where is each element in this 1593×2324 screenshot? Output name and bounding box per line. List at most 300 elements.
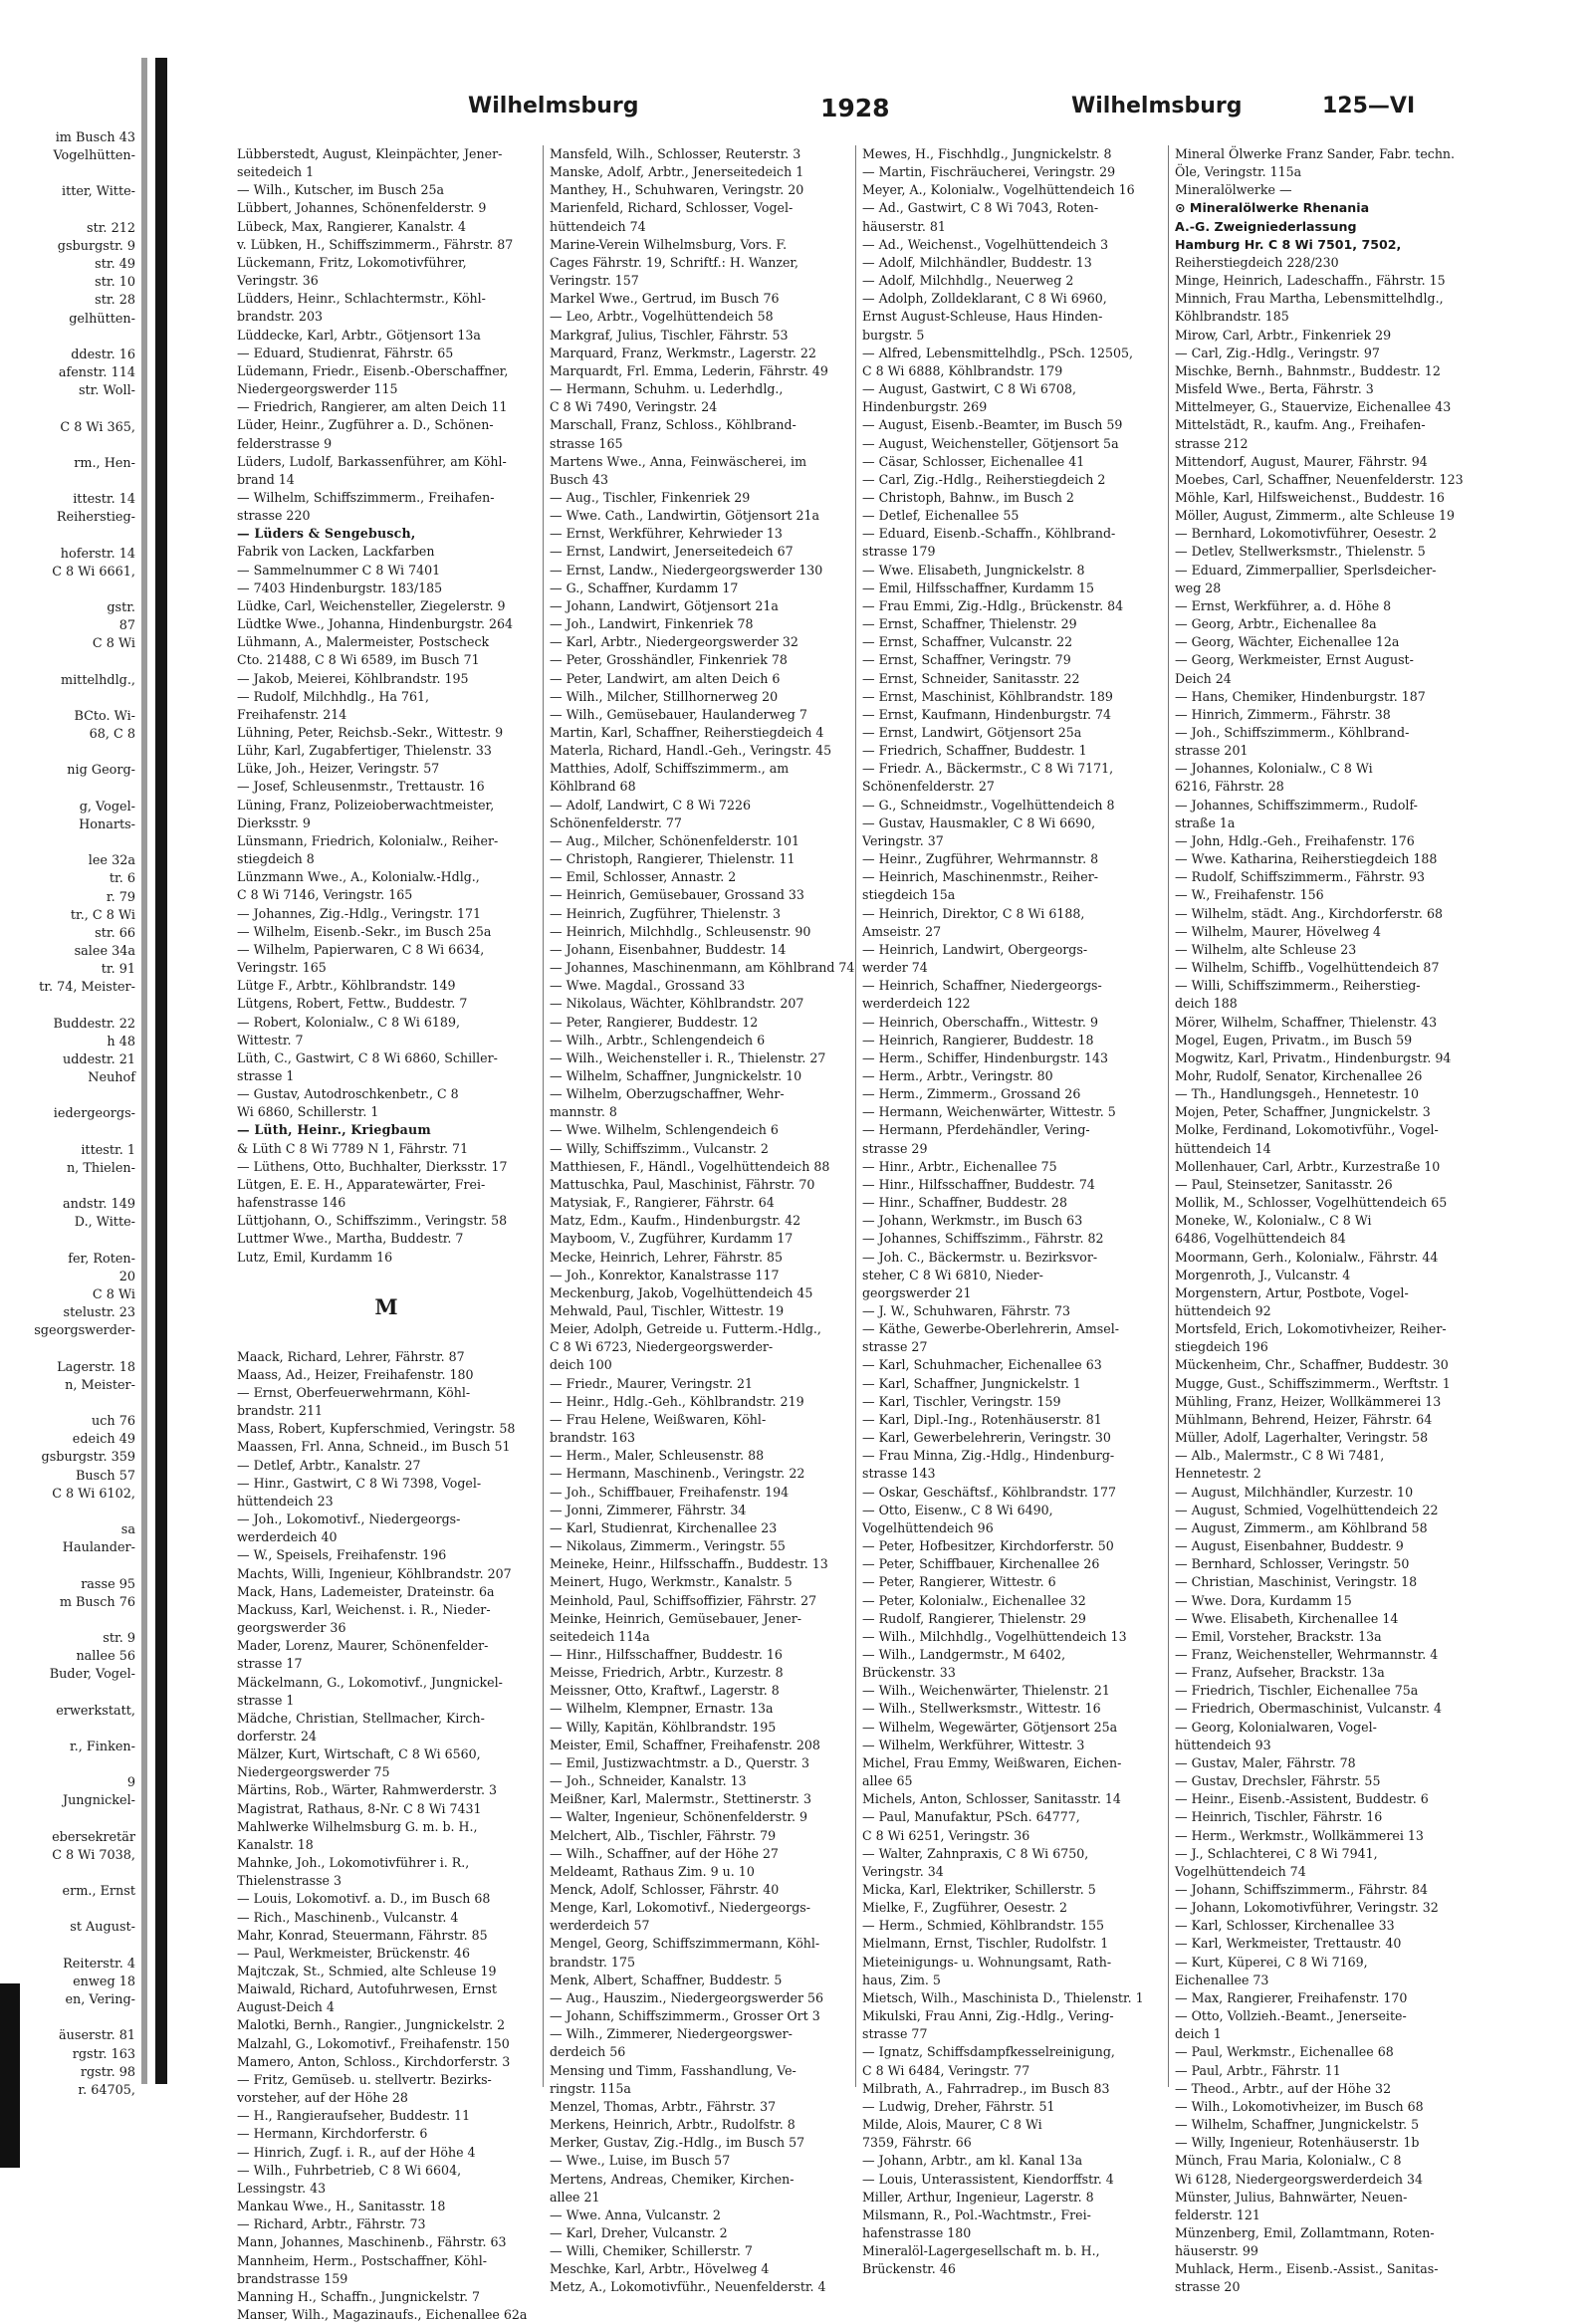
facing-page-line <box>0 1124 135 1142</box>
facing-page-line: str. 212 <box>87 220 135 236</box>
directory-entry: — Ernst, Schaffner, Thielenstr. 29 <box>862 616 1077 632</box>
directory-entry: Mollenhauer, Carl, Arbtr., Kurzestraße 10 <box>1175 1158 1441 1174</box>
directory-entry: — Wilhelm, Papierwaren, C 8 Wi 6634, <box>237 941 485 957</box>
facing-page-line <box>0 437 135 455</box>
directory-entry: Luttmer Wwe., Martha, Buddestr. 7 <box>237 1231 464 1247</box>
directory-entry: — Otto, Eisenw., C 8 Wi 6490, <box>862 1502 1053 1517</box>
facing-page-line: Reiterstr. 4 <box>63 1956 135 1972</box>
directory-entry: Milbrath, A., Fahrradrep., im Busch 83 <box>862 2080 1110 2096</box>
directory-entry: — Detlev, Stellwerksmstr., Thielenstr. 5 <box>1175 544 1426 560</box>
directory-entry: Lühr, Karl, Zugabfertiger, Thielenstr. 33 <box>237 743 492 759</box>
directory-entry: Lüning, Franz, Polizeioberwachtmeister, <box>237 797 495 813</box>
directory-entry: — H., Rangieraufseher, Buddestr. 11 <box>237 2108 471 2124</box>
directory-entry: — Walter, Zahnpraxis, C 8 Wi 6750, <box>862 1845 1089 1861</box>
directory-entry: — Christian, Maschinist, Veringstr. 18 <box>1175 1574 1418 1590</box>
directory-entry: C 8 Wi 6888, Köhlbrandstr. 179 <box>862 362 1063 378</box>
directory-entry: Müller, Adolf, Lagerhalter, Veringstr. 58 <box>1175 1430 1429 1446</box>
facing-page-line: C 8 Wi 6102, <box>52 1486 135 1502</box>
directory-entry: — Joh., Landwirt, Finkenriek 78 <box>550 616 754 632</box>
directory-entry: A.-G. Zweigniederlassung <box>1175 218 1357 234</box>
directory-entry: — Ernst, Maschinist, Köhlbrandstr. 189 <box>862 688 1113 704</box>
directory-entry: — Wilhelm, Maurer, Hövelweg 4 <box>1175 923 1382 939</box>
directory-entry: — Karl, Dipl.-Ing., Rotenhäuserstr. 81 <box>862 1411 1102 1427</box>
directory-entry: — Ignatz, Schiffsdampfkesselreinigung, <box>862 2044 1115 2060</box>
directory-entry: Mineralölwerke — <box>1175 182 1292 198</box>
facing-page-line <box>0 2009 135 2027</box>
directory-entry: Markel Wwe., Gertrud, im Busch 76 <box>550 291 780 307</box>
directory-entry: werderdeich 57 <box>550 1918 650 1934</box>
directory-entry: Marschall, Franz, Schloss., Köhlbrand- <box>550 417 796 433</box>
facing-page-line: 20 <box>118 1269 135 1284</box>
directory-entry: Niedergeorgswerder 75 <box>237 1764 390 1780</box>
directory-entry: — Robert, Kolonialw., C 8 Wi 6189, <box>237 1014 460 1030</box>
directory-entry: Lütgens, Robert, Fettw., Buddestr. 7 <box>237 996 468 1012</box>
facing-page-line: uddestr. 21 <box>62 1051 135 1067</box>
directory-entry: Mogel, Eugen, Privatm., im Busch 59 <box>1175 1032 1413 1047</box>
directory-entry: deich 100 <box>550 1357 612 1373</box>
directory-entry: — Ernst, Landw., Niedergeorgswerder 130 <box>550 562 823 578</box>
facing-page-line: ddestr. 16 <box>71 347 135 362</box>
directory-entry: Mahnke, Joh., Lokomotivführer i. R., <box>237 1855 470 1871</box>
directory-entry: — Richard, Arbtr., Fährstr. 73 <box>237 2216 426 2232</box>
directory-entry: — Friedrich, Schaffner, Buddestr. 1 <box>862 743 1087 759</box>
header-page-number: 125—VI <box>1322 94 1416 118</box>
directory-entry: — Adolph, Zolldeklarant, C 8 Wi 6960, <box>862 291 1107 307</box>
facing-page-line <box>0 998 135 1016</box>
directory-entry: — Christoph, Bahnw., im Busch 2 <box>862 489 1074 505</box>
directory-entry: Mayboom, V., Zugführer, Kurdamm 17 <box>550 1231 794 1247</box>
directory-entry: Mansfeld, Wilh., Schlosser, Reuterstr. 3 <box>550 146 801 161</box>
facing-page-line: 9 <box>126 1775 135 1791</box>
facing-page-line <box>0 1178 135 1196</box>
directory-entry: — Hinr., Hilfsschaffner, Buddestr. 74 <box>862 1176 1095 1192</box>
directory-entry: — Wwe. Elisabeth, Kirchenallee 14 <box>1175 1610 1399 1626</box>
directory-entry: — Wilhelm, Oberzugschaffner, Wehr- <box>550 1086 785 1102</box>
directory-entry: — Sammelnummer C 8 Wi 7401 <box>237 562 441 578</box>
directory-entry: — Ernst, Schneider, Sanitasstr. 22 <box>862 670 1080 686</box>
directory-entry: hüttendeich 93 <box>1175 1737 1271 1752</box>
directory-entry: ⊙ Mineralölwerke Rhenania <box>1175 200 1370 216</box>
directory-entry: dorferstr. 24 <box>237 1728 317 1743</box>
directory-entry: Meinert, Hugo, Werkmstr., Kanalstr. 5 <box>550 1574 793 1590</box>
directory-entry: georgswerder 21 <box>862 1284 972 1300</box>
directory-entry: — Alfred, Lebensmittelhdlg., PSch. 12505, <box>862 345 1134 360</box>
facing-page-line: C 8 Wi 365, <box>60 419 135 435</box>
directory-entry: — Wwe. Anna, Vulcanstr. 2 <box>550 2207 721 2222</box>
directory-entry: Lückemann, Fritz, Lokomotivführer, <box>237 254 467 270</box>
directory-entry: Mann, Johannes, Maschinenb., Fährstr. 63 <box>237 2234 507 2250</box>
directory-entry: Lüttjohann, O., Schiffszimm., Veringstr. 58 <box>237 1213 508 1229</box>
facing-page-line <box>0 1901 135 1919</box>
directory-entry: Maiwald, Richard, Autofuhrwesen, Ernst <box>237 1981 497 1997</box>
directory-entry: Mittelmeyer, G., Stauervize, Eichenallee 43 <box>1175 399 1452 415</box>
directory-entry: Menge, Karl, Lokomotivf., Niedergeorgs- <box>550 1900 810 1916</box>
facing-page-line: C 8 Wi 7038, <box>52 1847 135 1863</box>
facing-page-line <box>0 581 135 599</box>
directory-entry: Schönenfelderstr. 77 <box>550 814 682 830</box>
directory-entry: — Herm., Maler, Schleusenstr. 88 <box>550 1448 765 1464</box>
section-letter: M <box>374 1293 398 1319</box>
directory-entry: — Johann, Eisenbahner, Buddestr. 14 <box>550 941 787 957</box>
directory-entry: strasse 29 <box>862 1140 928 1156</box>
directory-entry: Vogelhüttendeich 96 <box>862 1519 994 1535</box>
directory-entry: — Willi, Chemiker, Schillerstr. 7 <box>550 2243 753 2259</box>
directory-entry: Lütge F., Arbtr., Köhlbrandstr. 149 <box>237 978 456 994</box>
facing-page-line <box>0 1340 135 1358</box>
directory-entry: Lübberstedt, August, Kleinpächter, Jener- <box>237 146 503 161</box>
directory-entry: Brückenstr. 33 <box>862 1665 956 1681</box>
facing-page-line: tr. 6 <box>109 871 135 887</box>
directory-entry: Milsmann, R., Pol.-Wachtmstr., Frei- <box>862 2207 1091 2222</box>
directory-entry: — Willy, Kapitän, Köhlbrandstr. 195 <box>550 1719 777 1735</box>
directory-entry: — 7403 Hindenburgstr. 183/185 <box>237 580 443 595</box>
directory-entry: Meister, Emil, Schaffner, Freihafenstr. 208 <box>550 1737 820 1752</box>
directory-entry: Mortsfeld, Erich, Lokomotivheizer, Reiher- <box>1175 1321 1447 1337</box>
directory-entry: — Heinrich, Direktor, C 8 Wi 6188, <box>862 905 1085 921</box>
facing-page-line: erm., Ernst <box>62 1884 135 1900</box>
directory-entry: — Friedr. A., Bäckermstr., C 8 Wi 7171, <box>862 761 1114 777</box>
directory-entry: — Heinrich, Schaffner, Niedergeorgs- <box>862 978 1102 994</box>
directory-entry: — Peter, Schiffbauer, Kirchenallee 26 <box>862 1556 1100 1572</box>
directory-entry: Mörer, Wilhelm, Schaffner, Thielenstr. 43 <box>1175 1014 1438 1030</box>
directory-entry: — Hinr., Arbtr., Eichenallee 75 <box>862 1158 1057 1174</box>
facing-page-line: gstr. <box>107 600 135 616</box>
directory-entry: Mieteinigungs- u. Wohnungsamt, Rath- <box>862 1954 1112 1970</box>
directory-entry: — Paul, Steinsetzer, Sanitasstr. 26 <box>1175 1176 1393 1192</box>
directory-entry: Amseistr. 27 <box>862 923 942 939</box>
facing-page-line: Reiherstieg- <box>56 510 135 526</box>
directory-entry: Mackuss, Karl, Weichenst. i. R., Nieder- <box>237 1601 491 1617</box>
directory-entry: Wittestr. 7 <box>237 1032 304 1047</box>
directory-entry: — Wilh., Arbtr., Schlengendeich 6 <box>550 1032 766 1047</box>
directory-entry: — Christoph, Rangierer, Thielenstr. 11 <box>550 851 796 867</box>
directory-entry: — Ernst, Oberfeuerwehrmann, Köhl- <box>237 1385 471 1400</box>
directory-entry: — Wilhelm, Werkführer, Wittestr. 3 <box>862 1737 1085 1752</box>
directory-entry: Mattuschka, Paul, Maschinist, Fährstr. 70 <box>550 1176 815 1192</box>
directory-entry: — Peter, Grosshändler, Finkenriek 78 <box>550 652 788 668</box>
directory-entry: — Wilh., Milchhdlg., Vogelhüttendeich 13 <box>862 1628 1127 1644</box>
directory-entry: Vogelhüttendeich 74 <box>1175 1863 1306 1879</box>
directory-entry: — Friedrich, Tischler, Eichenallee 75a <box>1175 1683 1419 1699</box>
directory-entry: ringstr. 115a <box>550 2080 631 2096</box>
facing-page-line: g, Vogel- <box>79 799 135 814</box>
directory-entry: — Aug., Hauszim., Niedergeorgswerder 56 <box>550 1989 824 2005</box>
facing-page-line: stelustr. 23 <box>63 1305 135 1321</box>
facing-page-line <box>0 1395 135 1413</box>
directory-entry: — Wilh., Gemüsebauer, Haulanderweg 7 <box>550 706 807 722</box>
directory-entry: Mielmann, Ernst, Tischler, Rudolfstr. 1 <box>862 1936 1109 1952</box>
facing-page-line: itter, Witte- <box>61 184 135 200</box>
facing-page-line: Buddestr. 22 <box>53 1016 135 1032</box>
directory-entry: Mannheim, Herm., Postschaffner, Köhl- <box>237 2252 487 2268</box>
directory-entry: häuserstr. 81 <box>862 218 946 234</box>
directory-entry: — Georg, Werkmeister, Ernst August- <box>1175 652 1414 668</box>
directory-entry: Manning H., Schaffn., Jungnickelstr. 7 <box>237 2288 481 2304</box>
facing-page-line: en, Vering- <box>65 1992 135 2008</box>
directory-entry: häuserstr. 99 <box>1175 2243 1258 2259</box>
directory-entry: Lühning, Peter, Reichsb.-Sekr., Wittestr. 9 <box>237 725 504 740</box>
directory-entry: — Heinrich, Landwirt, Obergeorgs- <box>862 941 1088 957</box>
directory-entry: strasse 201 <box>1175 743 1249 759</box>
directory-entry: Mineralöl-Lagergesellschaft m. b. H., <box>862 2243 1100 2259</box>
directory-entry: — Adolf, Milchhändler, Buddestr. 13 <box>862 254 1092 270</box>
directory-entry: — Georg, Wächter, Eichenallee 12a <box>1175 634 1400 650</box>
directory-entry: strasse 179 <box>862 544 936 560</box>
directory-entry: — Ad., Gastwirt, C 8 Wi 7043, Roten- <box>862 200 1099 216</box>
directory-entry: Malotki, Bernh., Rangier., Jungnickelstr. 2 <box>237 2017 506 2033</box>
directory-entry: — Bernhard, Schlosser, Veringstr. 50 <box>1175 1556 1410 1572</box>
directory-entry: Veringstr. 34 <box>862 1863 944 1879</box>
directory-entry: — Willy, Ingenieur, Rotenhäuserstr. 1b <box>1175 2135 1420 2151</box>
directory-entry: — Wilhelm, Schiffszimmerm., Freihafen- <box>237 489 495 505</box>
directory-entry: — Heinrich, Zugführer, Thielenstr. 3 <box>550 905 782 921</box>
directory-entry: — Wilhelm, Schaffner, Jungnickelstr. 10 <box>550 1067 802 1083</box>
facing-page-line: Vogelhütten- <box>53 148 135 164</box>
directory-entry: Menk, Albert, Schaffner, Buddestr. 5 <box>550 1972 783 1987</box>
directory-entry: — Carl, Zig.-Hdlg., Veringstr. 97 <box>1175 345 1380 360</box>
directory-entry: & Lüth C 8 Wi 7789 N 1, Fährstr. 71 <box>237 1140 469 1156</box>
directory-entry: — Adolf, Milchhdlg., Neuerweg 2 <box>862 273 1074 289</box>
directory-entry: Mensing und Timm, Fasshandlung, Ve- <box>550 2062 796 2078</box>
directory-entry: — Heinr., Hdlg.-Geh., Köhlbrandstr. 219 <box>550 1393 804 1409</box>
directory-entry: — Ernst, Kaufmann, Hindenburgstr. 74 <box>862 706 1112 722</box>
directory-entry: Meier, Adolph, Getreide u. Futterm.-Hdlg., <box>550 1321 821 1337</box>
facing-page-line <box>0 473 135 491</box>
facing-page-line: sa <box>120 1522 135 1538</box>
directory-entry: Möhle, Karl, Hilfsweichenst., Buddestr. 16 <box>1175 489 1445 505</box>
directory-entry: — August, Schmied, Vogelhüttendeich 22 <box>1175 1502 1439 1517</box>
directory-entry: seitedeich 1 <box>237 164 315 180</box>
directory-entry: — Hinr., Hilfsschaffner, Buddestr. 16 <box>550 1646 783 1662</box>
directory-entry: August-Deich 4 <box>237 1999 335 2015</box>
directory-entry: — Friedrich, Obermaschinist, Vulcanstr. 4 <box>1175 1701 1443 1717</box>
directory-entry: — Rudolf, Schiffszimmerm., Fährstr. 93 <box>1175 869 1425 885</box>
directory-entry: Mamero, Anton, Schloss., Kirchdorferstr. 3 <box>237 2053 511 2069</box>
facing-page-line: iedergeorgs- <box>53 1106 135 1122</box>
directory-entry: — Karl, Dreher, Vulcanstr. 2 <box>550 2224 728 2240</box>
directory-entry: — Wwe. Dora, Kurdamm 15 <box>1175 1592 1352 1608</box>
directory-entry: — Ludwig, Dreher, Fährstr. 51 <box>862 2098 1055 2114</box>
directory-entry: — Wilhelm, städt. Ang., Kirchdorferstr. 68 <box>1175 905 1443 921</box>
directory-entry: — Peter, Rangierer, Buddestr. 12 <box>550 1014 759 1030</box>
directory-entry: — Lüthens, Otto, Buchhalter, Dierksstr. 17 <box>237 1158 508 1174</box>
directory-entry: — Wwe. Magdal., Grossand 33 <box>550 978 746 994</box>
facing-page-line <box>0 1721 135 1739</box>
directory-entry: Lübbert, Johannes, Schönenfelderstr. 9 <box>237 200 487 216</box>
directory-entry: Manser, Wilh., Magazinaufs., Eichenallee 62a <box>237 2306 528 2322</box>
directory-entry: — Wilhelm, Schaffner, Jungnickelstr. 5 <box>1175 2117 1420 2133</box>
facing-page-line <box>0 1504 135 1521</box>
directory-entry: Meckenburg, Jakob, Vogelhüttendeich 45 <box>550 1284 813 1300</box>
facing-page-line: nallee 56 <box>76 1649 135 1665</box>
facing-page-line <box>0 1811 135 1829</box>
directory-entry: Muhlack, Herm., Eisenb.-Assist., Sanitas- <box>1175 2261 1439 2277</box>
header-title-right: Wilhelmsburg <box>1071 94 1243 118</box>
directory-entry: — Eduard, Zimmerpallier, Sperlsdeicher- <box>1175 562 1437 578</box>
directory-entry: — Hinr., Gastwirt, C 8 Wi 7398, Vogel- <box>237 1475 482 1491</box>
directory-entry: werderdeich 122 <box>862 996 971 1012</box>
directory-entry: — Heinrich, Oberschaffn., Wittestr. 9 <box>862 1014 1098 1030</box>
directory-entry: v. Lübken, H., Schiffszimmerm., Fährstr. 87 <box>237 236 514 252</box>
facing-page-line: Haulander- <box>62 1540 135 1556</box>
facing-page-line <box>0 1557 135 1575</box>
directory-entry: — Nikolaus, Wächter, Köhlbrandstr. 207 <box>550 996 804 1012</box>
directory-entry: allee 65 <box>862 1773 913 1789</box>
facing-page-line: gsburgstr. 359 <box>41 1450 135 1466</box>
directory-entry: — Nikolaus, Zimmerm., Veringstr. 55 <box>550 1538 786 1554</box>
facing-page-line: str. Woll- <box>78 383 135 399</box>
directory-entry: — Karl, Studienrat, Kirchenallee 23 <box>550 1519 778 1535</box>
directory-entry: Hamburg Hr. C 8 Wi 7501, 7502, <box>1175 236 1402 252</box>
directory-entry: C 8 Wi 6484, Veringstr. 77 <box>862 2062 1030 2078</box>
facing-page-line: enweg 18 <box>73 1974 135 1989</box>
directory-entry: Mückenheim, Chr., Schaffner, Buddestr. 30 <box>1175 1357 1449 1373</box>
directory-entry: Eichenallee 73 <box>1175 1972 1269 1987</box>
directory-entry: deich 1 <box>1175 2026 1222 2042</box>
directory-entry: — Martin, Fischräucherei, Veringstr. 29 <box>862 164 1116 180</box>
facing-page-line: ebersekretär <box>52 1829 135 1845</box>
directory-entry: Freihafenstr. 214 <box>237 706 347 722</box>
facing-page-line: str. 66 <box>95 925 135 941</box>
directory-entry: Lühmann, A., Malermeister, Postscheck <box>237 634 490 650</box>
directory-entry: — Heinr., Zugführer, Wehrmannstr. 8 <box>862 851 1099 867</box>
directory-page <box>237 62 1487 2322</box>
directory-entry: — Joh., Lokomotivf., Niedergeorgs- <box>237 1511 461 1527</box>
directory-entry: Manthey, H., Schuhwaren, Veringstr. 20 <box>550 182 804 198</box>
directory-entry: stiegdeich 15a <box>862 887 956 903</box>
directory-entry: — Wilh., Landgermstr., M 6402, <box>862 1646 1066 1662</box>
directory-entry: — Peter, Landwirt, am alten Deich 6 <box>550 670 781 686</box>
directory-entry: Metz, A., Lokomotivführ., Neuenfelderstr. 4 <box>550 2279 826 2295</box>
directory-entry: Deich 24 <box>1175 670 1232 686</box>
directory-entry: — Hermann, Kirchdorferstr. 6 <box>237 2126 428 2142</box>
directory-entry: georgswerder 36 <box>237 1620 346 1636</box>
directory-entry: brandstr. 175 <box>550 1954 635 1970</box>
facing-page-line: rgstr. 163 <box>72 2046 135 2062</box>
directory-entry: — Friedrich, Rangierer, am alten Deich 11 <box>237 399 508 415</box>
directory-entry: Busch 43 <box>550 471 609 487</box>
directory-entry: Lüders, Ludolf, Barkassenführer, am Köhl- <box>237 453 507 469</box>
directory-entry: — Johannes, Schiffszimm., Fährstr. 82 <box>862 1231 1104 1247</box>
facing-page-line: Buder, Vogel- <box>49 1667 135 1683</box>
directory-entry: — Heinr., Eisenb.-Assistent, Buddestr. 6 <box>1175 1791 1429 1807</box>
directory-entry: — Hermann, Weichenwärter, Wittestr. 5 <box>862 1104 1116 1120</box>
directory-entry: — Fritz, Gemüseb. u. stellvertr. Bezirks- <box>237 2071 492 2087</box>
directory-entry: Meldeamt, Rathaus Zim. 9 u. 10 <box>550 1863 755 1879</box>
directory-entry: — Ernst, Landwirt, Jenerseitedeich 67 <box>550 544 794 560</box>
directory-entry: — Otto, Vollzieh.-Beamt., Jenerseite- <box>1175 2008 1407 2024</box>
directory-entry: — August, Eisenb.-Beamter, im Busch 59 <box>862 417 1123 433</box>
directory-entry: Münster, Julius, Bahnwärter, Neuen- <box>1175 2189 1408 2205</box>
facing-page-line: edeich 49 <box>72 1432 135 1448</box>
directory-entry: Niedergeorgswerder 115 <box>237 381 398 397</box>
directory-entry: — Wilh., Weichenwärter, Thielenstr. 21 <box>862 1683 1110 1699</box>
directory-entry: strasse 165 <box>550 435 623 451</box>
directory-entry: — Heinrich, Milchhdlg., Schleusenstr. 90 <box>550 923 811 939</box>
directory-entry: Mittendorf, August, Maurer, Fährstr. 94 <box>1175 453 1428 469</box>
directory-entry: — Ernst, Werkführer, a. d. Höhe 8 <box>1175 597 1392 613</box>
directory-entry: Minge, Heinrich, Ladeschaffn., Fährstr. 15 <box>1175 273 1446 289</box>
directory-entry: hüttendeich 14 <box>1175 1140 1271 1156</box>
directory-entry: — Karl, Gewerbelehrerin, Veringstr. 30 <box>862 1430 1111 1446</box>
directory-entry: Menck, Adolf, Schlosser, Fährstr. 40 <box>550 1882 780 1897</box>
facing-page-line: r. 79 <box>106 889 135 905</box>
facing-page-line <box>0 1612 135 1630</box>
directory-entry: hafenstrasse 180 <box>862 2224 972 2240</box>
directory-entry: Mirow, Carl, Arbtr., Finkenriek 29 <box>1175 327 1392 343</box>
directory-entry: hafenstrasse 146 <box>237 1195 346 1211</box>
directory-entry: Mohr, Rudolf, Senator, Kirchenallee 26 <box>1175 1067 1423 1083</box>
header-year: 1928 <box>820 94 890 122</box>
directory-entry: Wi 6128, Niedergeorgswerderdeich 34 <box>1175 2171 1424 2187</box>
directory-entry: strasse 143 <box>862 1466 936 1482</box>
directory-entry: Machts, Willi, Ingenieur, Köhlbrandstr. 207 <box>237 1565 512 1581</box>
directory-entry: Mädche, Christian, Stellmacher, Kirch- <box>237 1710 485 1726</box>
facing-page-line <box>0 781 135 799</box>
directory-entry: Meissner, Otto, Kraftwf., Lagerstr. 8 <box>550 1683 780 1699</box>
directory-entry: Öle, Veringstr. 115a <box>1175 164 1302 180</box>
facing-page-line: lee 32a <box>88 853 135 869</box>
directory-entry: 6486, Vogelhüttendeich 84 <box>1175 1231 1346 1247</box>
directory-entry: — Eduard, Studienrat, Fährstr. 65 <box>237 345 454 360</box>
directory-entry: Lüdtke Wwe., Johanna, Hindenburgstr. 264 <box>237 616 514 632</box>
directory-entry: — Alb., Malermstr., C 8 Wi 7481, <box>1175 1448 1385 1464</box>
facing-page-line: 68, C 8 <box>89 727 135 743</box>
directory-entry: — Paul, Werkmstr., Eichenallee 68 <box>1175 2044 1394 2060</box>
directory-entry: Milde, Alois, Maurer, C 8 Wi <box>862 2117 1042 2133</box>
facing-page-line: st August- <box>70 1920 135 1936</box>
facing-page-line <box>0 690 135 708</box>
directory-entry: — Herm., Schmied, Köhlbrandstr. 155 <box>862 1918 1105 1934</box>
directory-entry: felderstrasse 9 <box>237 435 333 451</box>
directory-entry: Mollik, M., Schlosser, Vogelhüttendeich 65 <box>1175 1195 1448 1211</box>
facing-page-line: r., Finken- <box>69 1739 135 1754</box>
directory-entry: — J. W., Schuhwaren, Fährstr. 73 <box>862 1303 1071 1318</box>
directory-entry: — Josef, Schleusenmstr., Trettaustr. 16 <box>237 779 485 795</box>
directory-entry: Fabrik von Lacken, Lackfarben <box>237 544 435 560</box>
directory-entry: — Georg, Kolonialwaren, Vogel- <box>1175 1719 1377 1735</box>
directory-entry: Lübeck, Max, Rangierer, Kanalstr. 4 <box>237 218 466 234</box>
directory-entry: — Karl, Schaffner, Jungnickelstr. 1 <box>862 1375 1081 1391</box>
directory-entry: Mewes, H., Fischhdlg., Jungnickelstr. 8 <box>862 146 1112 161</box>
directory-entry: — Rudolf, Milchhdlg., Ha 761, <box>237 688 430 704</box>
directory-entry: Meinke, Heinrich, Gemüsebauer, Jener- <box>550 1610 801 1626</box>
directory-entry: — Wilh., Stellwerksmstr., Wittestr. 16 <box>862 1701 1101 1717</box>
directory-entry: Materla, Richard, Handl.-Geh., Veringstr. 45 <box>550 743 832 759</box>
directory-entry: 6216, Fährstr. 28 <box>1175 779 1284 795</box>
directory-entry: Mecke, Heinrich, Lehrer, Fährstr. 85 <box>550 1249 784 1265</box>
directory-entry: — Herm., Schiffer, Hindenburgstr. 143 <box>862 1049 1109 1065</box>
directory-entry: Markgraf, Julius, Tischler, Fährstr. 53 <box>550 327 789 343</box>
directory-entry: — Heinrich, Rangierer, Buddestr. 18 <box>862 1032 1094 1047</box>
facing-page-line: uch 76 <box>91 1414 135 1430</box>
directory-entry: Schönenfelderstr. 27 <box>862 779 995 795</box>
directory-entry: Mälzer, Kurt, Wirtschaft, C 8 Wi 6560, <box>237 1746 481 1762</box>
directory-entry: Lessingstr. 43 <box>237 2180 327 2196</box>
directory-entry: — W., Freihafenstr. 156 <box>1175 887 1324 903</box>
directory-entry: Münzenberg, Emil, Zollamtmann, Roten- <box>1175 2224 1435 2240</box>
directory-entry: Mahr, Konrad, Steuermann, Fährstr. 85 <box>237 1927 488 1943</box>
directory-entry: Lüdke, Carl, Weichensteller, Ziegelerstr. 9 <box>237 597 506 613</box>
directory-entry: — Joh., Schneider, Kanalstr. 13 <box>550 1773 747 1789</box>
facing-page-line: C 8 Wi <box>92 636 135 652</box>
directory-entry: Lüdders, Heinr., Schlachtermstr., Köhl- <box>237 291 486 307</box>
directory-entry: Lüder, Heinr., Zugführer a. D., Schönen- <box>237 417 494 433</box>
facing-page-line: ittestr. 1 <box>81 1142 135 1158</box>
book-spine <box>155 58 167 2084</box>
directory-entry: Veringstr. 37 <box>862 832 944 848</box>
facing-page-line: m Busch 76 <box>59 1594 135 1610</box>
